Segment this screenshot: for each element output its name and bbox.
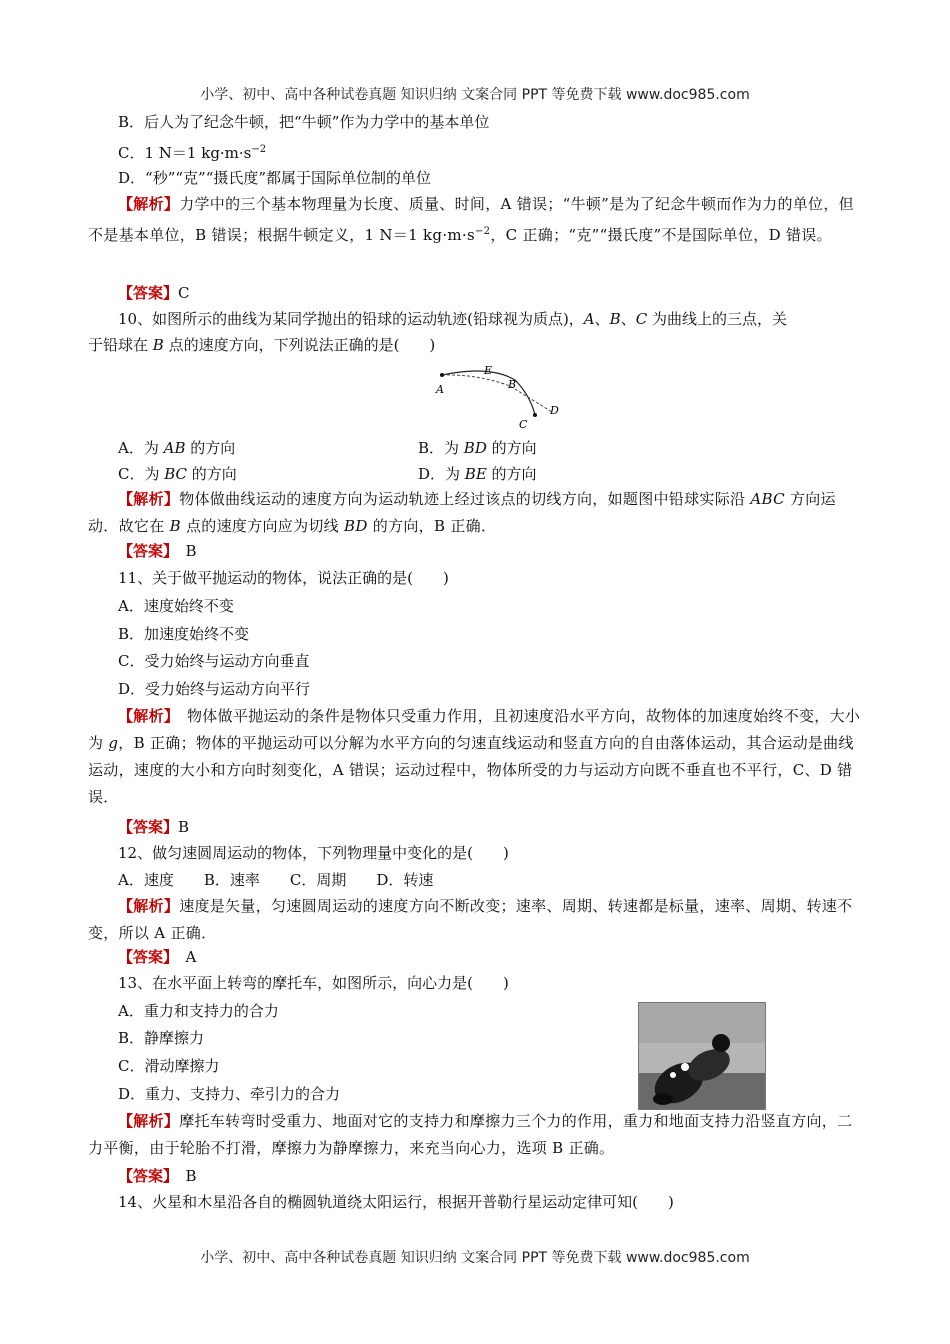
label-b: B	[508, 378, 517, 391]
q11-explanation: 【解析】 物体做平抛运动的条件是物体只受重力作用，且初速度沿水平方向，故物体的加速度始终不变，大小为 g，B 正确；物体的平抛运动可以分解为水平方向的匀速直线运动和竖直方向的自由落体运动，其合运动是曲线运动，速度的大小和方向时刻变化，A 错误；运动过程中，物体所受的力与运动方向既不垂直也不平行，C、D 错误．	[88, 707, 861, 806]
q11-option-c: C．受力始终与运动方向垂直	[118, 652, 310, 670]
point-c-dot	[533, 413, 537, 417]
q10-stem-line1: 10、如图所示的曲线为某同学抛出的铅球的运动轨迹(铅球视为质点)，A、B、C 为曲线上的三点，关	[118, 310, 787, 328]
explanation-tag: 【解析】	[118, 195, 180, 213]
q11-answer: 【答案】B	[118, 818, 190, 836]
page-footer: 小学、初中、高中各种试卷真题 知识归纳 文案合同 PPT 等免费下载 www.doc985.com	[200, 1250, 750, 1266]
q10-option-b: B．为 BD 的方向	[418, 439, 537, 457]
q10-answer: 【答案】 B	[118, 542, 197, 560]
label-e: E	[484, 364, 493, 377]
page-header: 小学、初中、高中各种试卷真题 知识归纳 文案合同 PPT 等免费下载 www.doc985.com	[200, 87, 750, 103]
q12-answer: 【答案】 A	[118, 948, 197, 966]
motorcycle-illustration	[639, 1003, 765, 1109]
q11-option-d: D．受力始终与运动方向平行	[118, 680, 311, 698]
q13-option-a: A．重力和支持力的合力	[118, 1002, 279, 1020]
q13-answer: 【答案】 B	[118, 1167, 197, 1185]
q10-stem-line2: 于铅球在 B 点的速度方向，下列说法正确的是( )	[88, 336, 436, 354]
q13-explanation: 【解析】摩托车转弯时受重力、地面对它的支持力和摩擦力三个力的作用，重力和地面支持力沿竖直方向，二力平衡，由于轮胎不打滑，摩擦力为静摩擦力，来充当向心力，选项 B 正确。	[88, 1112, 853, 1157]
q13-option-d: D．重力、支持力、牵引力的合力	[118, 1085, 341, 1103]
q9-answer: 【答案】C	[118, 284, 190, 302]
label-a: A	[436, 383, 444, 396]
label-d: D	[550, 404, 559, 417]
label-c: C	[519, 418, 528, 431]
q11-stem: 11、关于做平抛运动的物体，说法正确的是( )	[118, 569, 449, 587]
q10-explanation: 【解析】物体做曲线运动的速度方向为运动轨迹上经过该点的切线方向，如题图中铅球实际沿 ABC 方向运动．故它在 B 点的速度方向应为切线 BD 的方向，B 正确．	[88, 490, 836, 535]
q14-stem: 14、火星和木星沿各自的椭圆轨道绕太阳运行，根据开普勒行星运动定律可知( )	[118, 1193, 674, 1211]
q9-option-b: B．后人为了纪念牛顿，把“牛顿”作为力学中的基本单位	[118, 113, 490, 131]
motorcycle-photo	[638, 1002, 766, 1110]
q12-options: A．速度 B．速率 C．周期 D．转速	[118, 871, 434, 889]
q11-option-b: B．加速度始终不变	[118, 625, 250, 643]
q11-option-a: A．速度始终不变	[118, 597, 234, 615]
q9-option-d: D．“秒”“克”“摄氏度”都属于国际单位制的单位	[118, 169, 432, 187]
q13-stem: 13、在水平面上转弯的摩托车，如图所示，向心力是( )	[118, 974, 509, 992]
q12-stem: 12、做匀速圆周运动的物体，下列物理量中变化的是( )	[118, 844, 509, 862]
q13-option-c: C．滑动摩擦力	[118, 1057, 220, 1075]
q9-option-c: C．1 N＝1 $kg\cdot m\cdot s^{-2}$	[118, 144, 267, 162]
q10-option-c: C．为 BC 的方向	[118, 465, 237, 483]
q10-option-a: A．为 AB 的方向	[118, 439, 236, 457]
q13-option-b: B．静摩擦力	[118, 1029, 205, 1047]
q12-explanation: 【解析】速度是矢量，匀速圆周运动的速度方向不断改变；速率、周期、转速都是标量，速率、周期、转速不变，所以 A 正确．	[88, 897, 853, 942]
trajectory-diagram	[420, 360, 570, 435]
point-a-dot	[440, 373, 444, 377]
q9-explanation: 【解析】力学中的三个基本物理量为长度、质量、时间，A 错误；“牛顿”是为了纪念牛顿而作为力的单位，但不是基本单位，B 错误；根据牛顿定义，1 N＝1 $kg\cdot m\cdot s^{-2}$，C 正确；“克”“摄氏度”不是国际单位，D 错误。	[88, 195, 854, 244]
q10-option-d: D．为 BE 的方向	[418, 465, 537, 483]
tangent-dashed-line	[442, 375, 552, 412]
